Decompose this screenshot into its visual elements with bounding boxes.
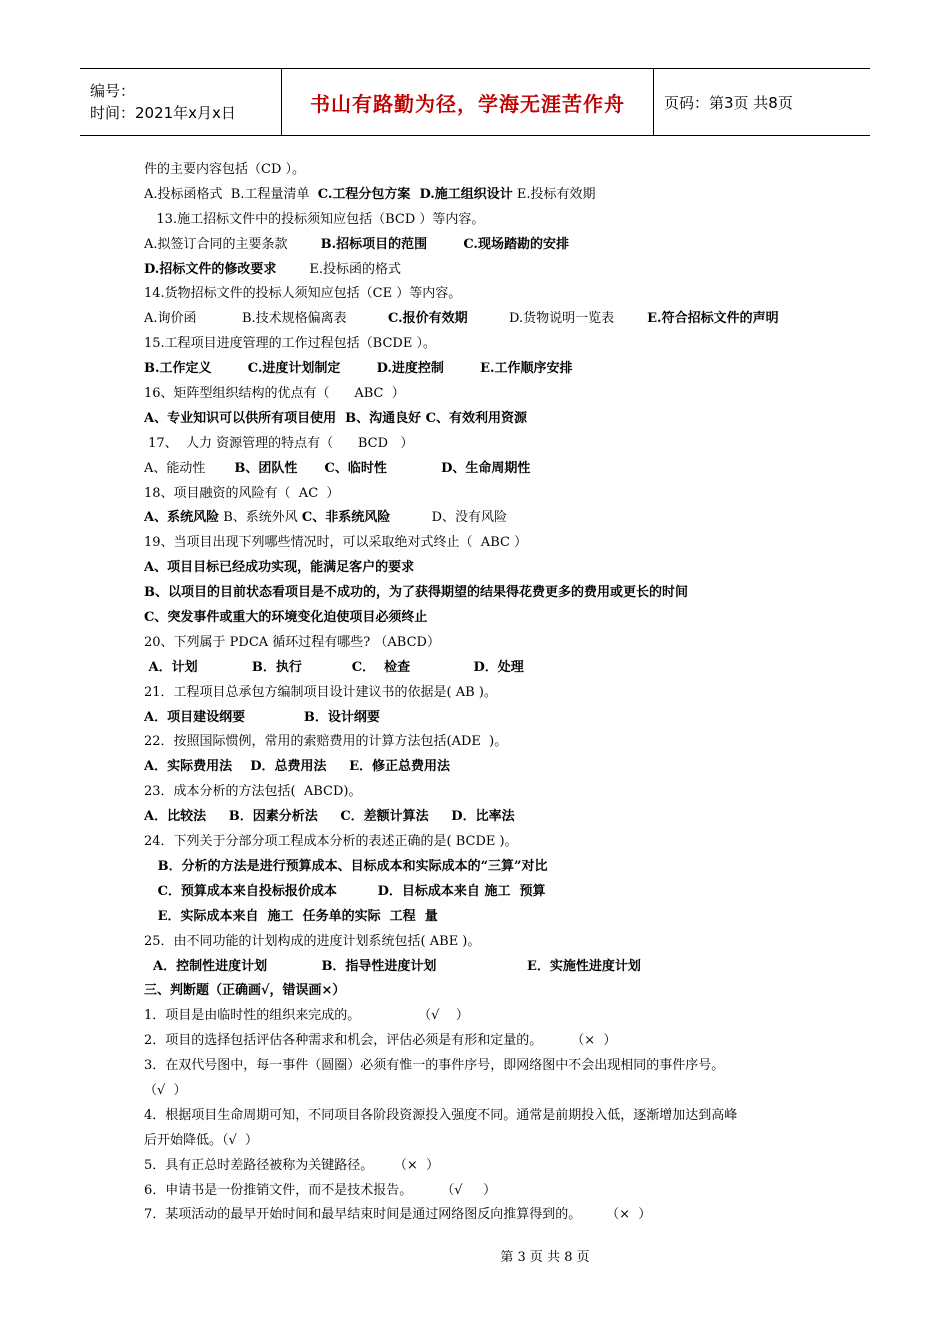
text-line (144, 1079, 824, 1104)
text-segment: A．实际费用法 D．总费用法 E．修正总费用法 (144, 759, 451, 775)
header-page-info: 页码：第3页 共8页 (664, 93, 793, 112)
text-segment: 16、矩阵型组织结构的优点有（ ABC ） (144, 386, 405, 402)
header-motto-cell (282, 69, 654, 135)
text-segment: B、系统外风 (219, 510, 302, 526)
document-body (144, 158, 824, 1228)
page-header (80, 68, 870, 136)
text-segment: D.货物说明一览表 (467, 311, 648, 327)
text-segment: 6．申请书是一份推销文件，而不是技术报告。 （√ ） (144, 1182, 497, 1198)
text-segment: 后开始降低。（√ ） (144, 1132, 259, 1148)
text-segment: 19、当项目出现下列哪些情况时，可以采取绝对式终止（ ABC ） (144, 535, 528, 551)
text-line (144, 457, 824, 482)
text-segment: 15.工程项目进度管理的工作过程包括（BCDE ）。 (144, 336, 436, 352)
text-segment: E．实际成本来自 施工 任务单的实际 工程 量 (144, 908, 438, 924)
header-page-info-cell (654, 69, 870, 135)
text-line (144, 855, 824, 880)
text-segment: A、项目目标已经成功实现，能满足客户的要求 (144, 560, 415, 576)
text-line (144, 905, 824, 930)
text-segment: B、以项目的目前状态看项目是不成功的，为了获得期望的结果得花费更多的费用或更长的时间 (144, 585, 688, 601)
text-segment: 4．根据项目生命周期可知，不同项目各阶段资源投入强度不同。通常是前期投入低，逐渐增加达到高峰 (144, 1107, 738, 1123)
text-segment: A.投标函格式 B.工程量清单 (144, 186, 318, 202)
text-line (144, 880, 824, 905)
text-segment: 17、 人力 资源管理的特点有（ BCD ） (144, 435, 414, 451)
text-line (144, 556, 824, 581)
text-line (144, 1004, 824, 1029)
text-line (144, 407, 824, 432)
text-segment: B．分析的方法是进行预算成本、目标成本和实际成本的“三算”对比 (144, 858, 548, 874)
text-line (144, 158, 824, 183)
text-segment: 22．按照国际惯例，常用的索赔费用的计算方法包括(ADE )。 (144, 734, 508, 750)
text-segment: C、突发事件或重大的环境变化迫使项目必须终止 (144, 610, 428, 626)
text-segment: A．计划 B．执行 C． 检查 D．处理 (144, 659, 524, 675)
text-segment: A、能动性 (144, 460, 235, 476)
text-line (144, 482, 824, 507)
text-line (144, 506, 824, 531)
text-segment: C.报价有效期 (388, 311, 468, 327)
text-line (144, 1154, 824, 1179)
text-line (144, 780, 824, 805)
text-line (144, 730, 824, 755)
text-segment: 三、判断题（正确画√，错误画×） (144, 983, 346, 999)
text-line (144, 830, 824, 855)
text-line (144, 432, 824, 457)
document-time-label: 时间：2021年x月x日 (90, 104, 236, 122)
text-segment: C.工程分包方案 D.施工组织设计 (317, 186, 513, 202)
text-segment: 25．由不同功能的计划构成的进度计划系统包括( ABE )。 (144, 933, 481, 949)
text-segment: A.拟签订合同的主要条款 (144, 236, 321, 252)
text-segment: A.询价函 B.技术规格偏离表 (144, 311, 388, 327)
header-meta (80, 69, 282, 135)
text-segment: A、系统风险 (144, 510, 220, 526)
text-segment: 24．下列关于分部分项工程成本分析的表述正确的是( BCDE )。 (144, 834, 518, 850)
text-line (144, 656, 824, 681)
text-line (144, 1029, 824, 1054)
text-segment: E.投标有效期 (512, 186, 596, 202)
text-segment: C．预算成本来自投标报价成本 D．目标成本来自 施工 预算 (144, 883, 546, 899)
text-segment: 7．某项活动的最早开始时间和最早结束时间是通过网络图反向推算得到的。 （× ） (144, 1207, 652, 1223)
document-number-label: 编号： (90, 82, 136, 100)
text-segment: 20、下列属于 PDCA 循环过程有哪些? （ABCD） (144, 634, 440, 650)
text-segment: 21．工程项目总承包方编制项目设计建议书的依据是( AB )。 (144, 684, 497, 700)
text-line (144, 805, 824, 830)
text-segment: 13.施工招标文件中的投标须知应包括（BCD ）等内容。 (144, 211, 485, 227)
text-line (144, 208, 824, 233)
text-segment: B.工作定义 C.进度计划制定 D.进度控制 E.工作顺序安排 (144, 361, 573, 377)
text-segment: 件的主要内容包括（CD ）。 (144, 162, 306, 177)
text-line (144, 631, 824, 656)
text-line (144, 531, 824, 556)
text-segment: 2．项目的选择包括评估各种需求和机会，评估必须是有形和定量的。 （× ） (144, 1033, 617, 1049)
text-segment: D、没有风险 (390, 510, 508, 526)
text-segment: 14.货物招标文件的投标人须知应包括（CE ）等内容。 (144, 286, 462, 302)
text-line (144, 1054, 824, 1079)
text-line (144, 681, 824, 706)
text-segment: A．项目建设纲要 B．设计纲要 (144, 709, 380, 725)
text-segment: A、专业知识可以供所有项目使用 B、沟通良好 C、有效利用资源 (144, 410, 527, 426)
text-line (144, 258, 824, 283)
text-line (144, 930, 824, 955)
text-segment: （√ ） (144, 1082, 187, 1098)
text-line (144, 1179, 824, 1204)
text-line (144, 979, 824, 1004)
text-line (144, 706, 824, 731)
text-line (144, 1129, 824, 1154)
page-footer: 第 3 页 共 8 页 (500, 1250, 590, 1265)
text-segment: 23．成本分析的方法包括( ABCD)。 (144, 784, 362, 800)
text-segment: 1．项目是由临时性的组织来完成的。 （√ ） (144, 1008, 469, 1024)
text-line (144, 1203, 824, 1228)
text-segment: 18、项目融资的风险有（ AC ） (144, 485, 340, 501)
text-line (144, 1104, 824, 1129)
text-line (144, 332, 824, 357)
text-segment: A．控制性进度计划 B．指导性进度计划 E．实施性进度计划 (144, 958, 641, 974)
text-line (144, 755, 824, 780)
text-line (144, 233, 824, 258)
text-line (144, 606, 824, 631)
text-segment: 5．具有正总时差路径被称为关键路径。 （× ） (144, 1157, 440, 1173)
text-segment: E.投标函的格式 (276, 261, 402, 277)
text-segment: E.符合招标文件的声明 (647, 311, 779, 327)
text-line (144, 282, 824, 307)
text-line (144, 183, 824, 208)
text-segment: D.招标文件的修改要求 (144, 261, 277, 277)
text-line (144, 955, 824, 980)
text-segment: C、非系统风险 (301, 510, 391, 526)
text-line (144, 307, 824, 332)
header-motto: 书山有路勤为径，学海无涯苦作舟 (310, 91, 625, 116)
text-line (144, 382, 824, 407)
text-segment: B、团队性 C、临时性 D、生命周期性 (234, 460, 531, 476)
text-line (144, 357, 824, 382)
text-line (144, 581, 824, 606)
text-segment: 3．在双代号图中，每一事件（圆圈）必须有惟一的事件序号，即网络图中不会出现相同的事件序号。 (144, 1058, 725, 1074)
text-segment: B.招标项目的范围 C.现场踏勘的安排 (320, 236, 569, 252)
text-segment: A．比较法 B．因素分析法 C．差额计算法 D．比率法 (144, 809, 515, 825)
